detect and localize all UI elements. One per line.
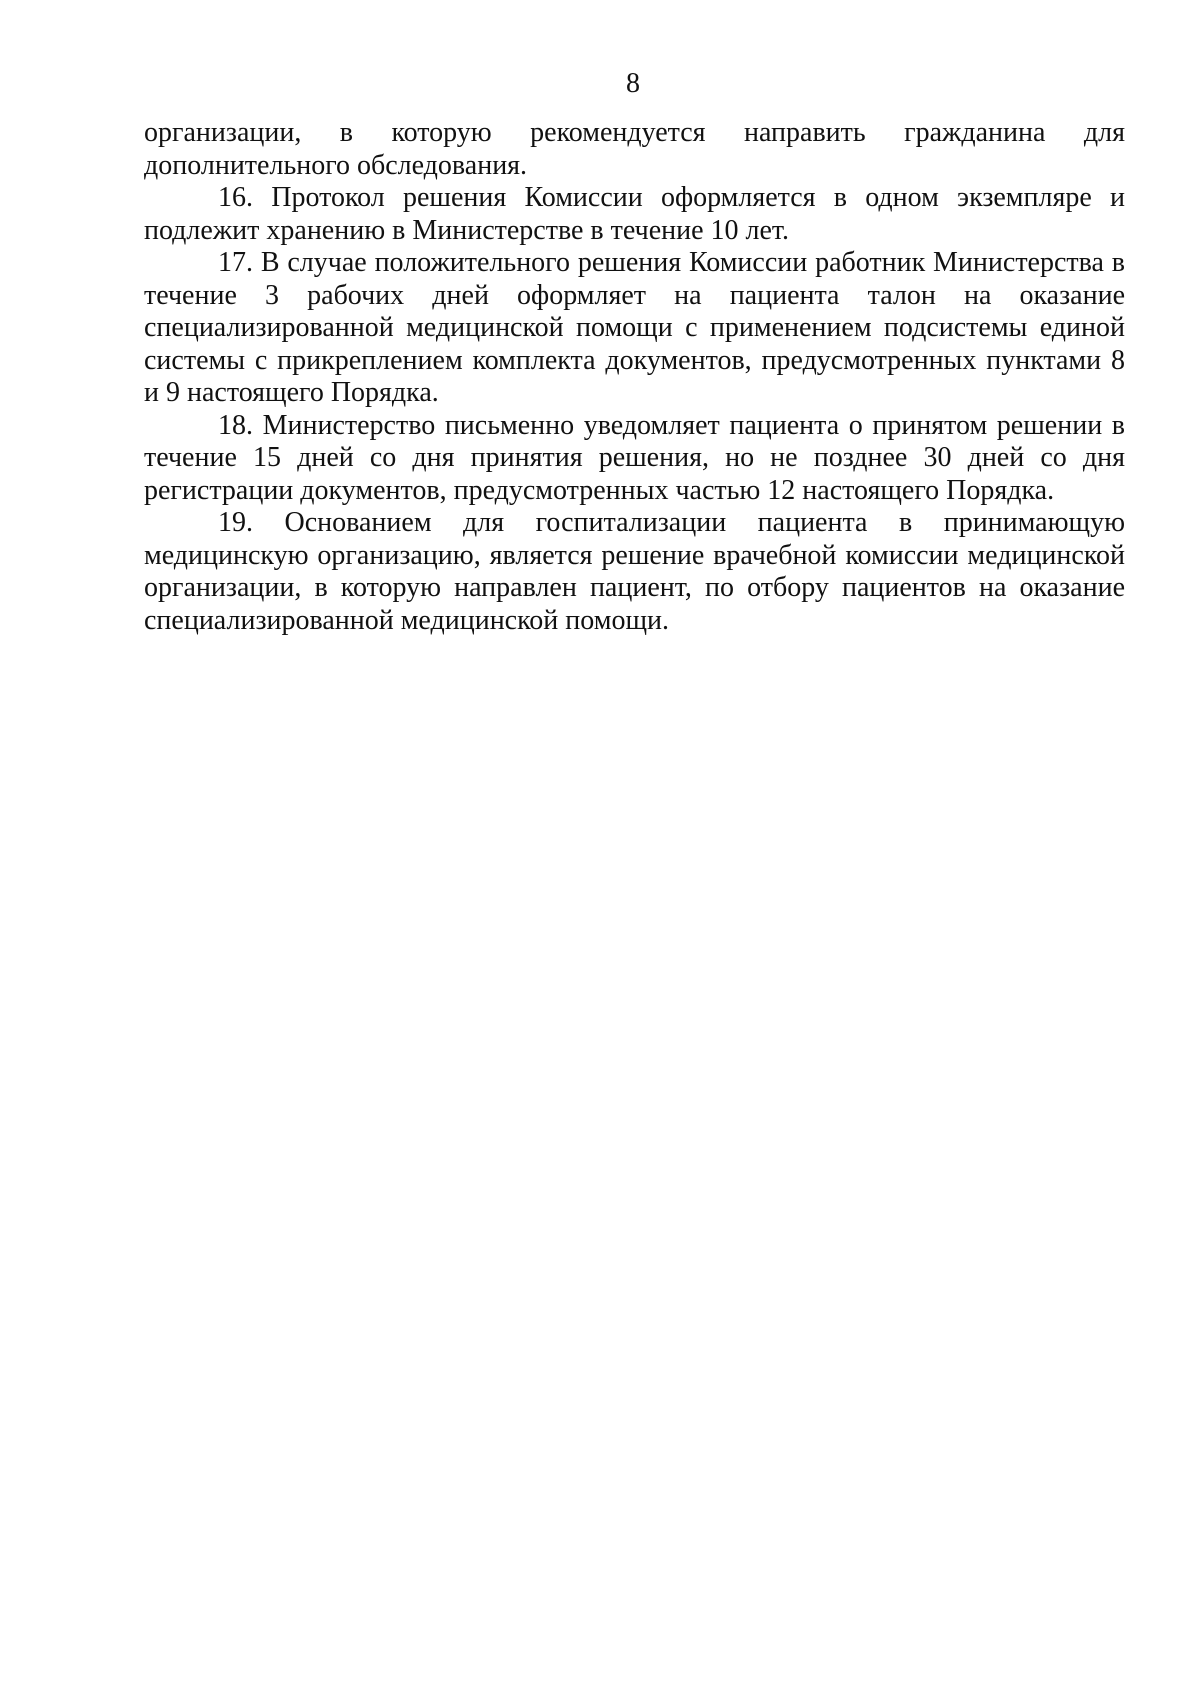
paragraph-17: 17. В случае положительного решения Комиссии работник Министерства в течение 3 рабочих дней оформляет на пациента талон на оказание специализированной медицинской помощи с применением подсистемы единой системы с прикреплением комплекта документов, предусмотренных пунктами 8 и 9 настоящего Порядка.	[144, 247, 1125, 408]
paragraph-continuation: организации, в которую рекомендуется направить гражданина для дополнительного обследования.	[144, 117, 1125, 181]
paragraph-19: 19. Основанием для госпитализации пациента в принимающую медицинскую организацию, является решение врачебной комиссии медицинской организации, в которую направлен пациент, по отбору пациентов на оказание специализированной медицинской помощи.	[144, 507, 1125, 636]
document-body	[144, 117, 1125, 637]
paragraph-18: 18. Министерство письменно уведомляет пациента о принятом решении в течение 15 дней со дня принятия решения, но не позднее 30 дней со дня регистрации документов, предусмотренных частью 12 настоящего Порядка.	[144, 409, 1125, 506]
page-number: 8	[626, 68, 640, 99]
paragraph-16: 16. Протокол решения Комиссии оформляется в одном экземпляре и подлежит хранению в Министерстве в течение 10 лет.	[144, 182, 1125, 246]
